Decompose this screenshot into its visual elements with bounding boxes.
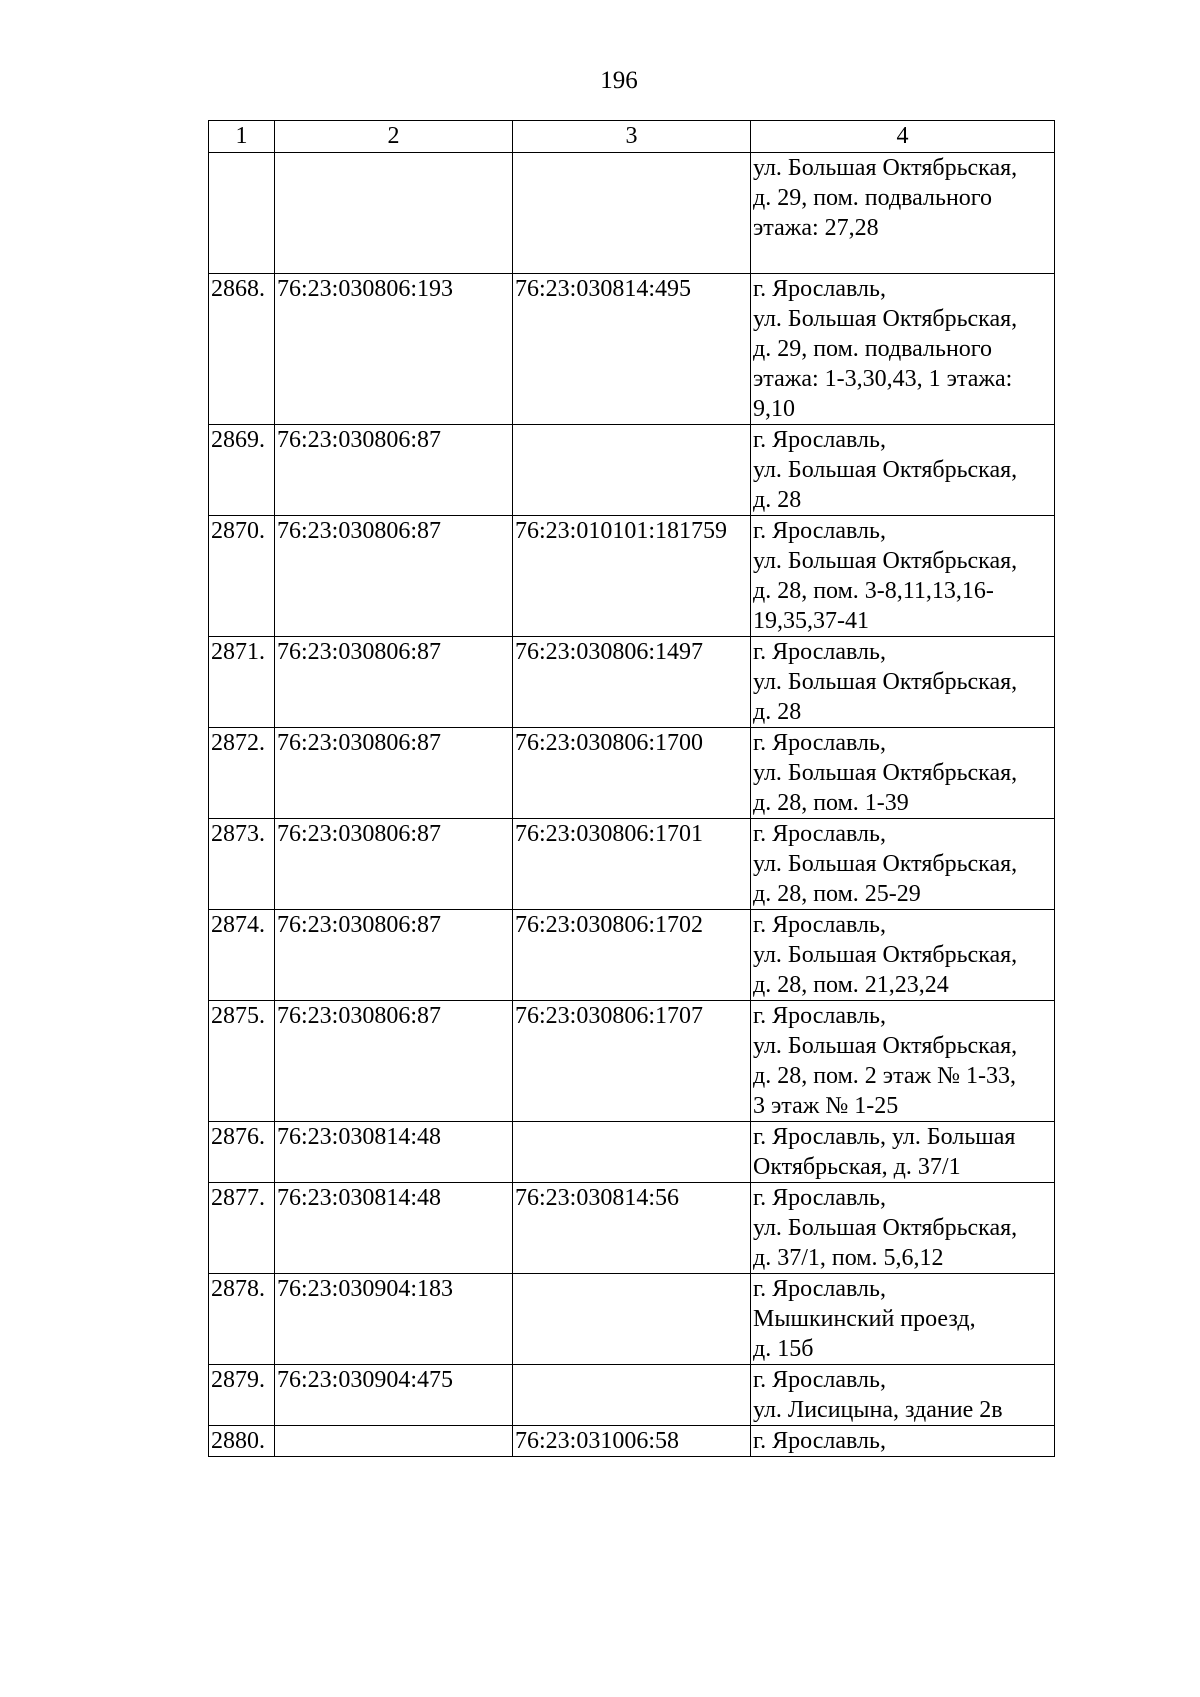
row-number: 2871. [209,637,275,728]
parcel-cadastral-number: 76:23:030814:48 [275,1122,513,1183]
row-number: 2873. [209,819,275,910]
address: г. Ярославль, ул. Большая Октябрьская, д. 29, пом. подвального этажа: 1-3,30,43, 1 этажа: 9,10 [751,274,1055,425]
object-cadastral-number: 76:23:030806:1700 [513,728,751,819]
object-cadastral-number: 76:23:030806:1701 [513,819,751,910]
parcel-cadastral-number: 76:23:030806:87 [275,637,513,728]
row-number: 2880. [209,1426,275,1457]
object-cadastral-number: 76:23:030814:495 [513,274,751,425]
address: ул. Большая Октябрьская, д. 29, пом. подвального этажа: 27,28 [751,153,1055,274]
address: г. Ярославль, ул. Большая Октябрьская, д. 28, пом. 25-29 [751,819,1055,910]
table-row [209,1183,1055,1274]
row-number: 2870. [209,516,275,637]
parcel-cadastral-number: 76:23:030806:87 [275,910,513,1001]
parcel-cadastral-number: 76:23:030904:475 [275,1365,513,1426]
address: г. Ярославль, ул. Большая Октябрьская, д. 37/1 [751,1122,1055,1183]
parcel-cadastral-number: 76:23:030806:87 [275,1001,513,1122]
table-row [209,274,1055,425]
parcel-cadastral-number: 76:23:030806:87 [275,516,513,637]
address: г. Ярославль, ул. Большая Октябрьская, д. 37/1, пом. 5,6,12 [751,1183,1055,1274]
table-row [209,1122,1055,1183]
object-cadastral-number [513,1365,751,1426]
parcel-cadastral-number: 76:23:030904:183 [275,1274,513,1365]
table-row [209,1365,1055,1426]
address: г. Ярославль, ул. Большая Октябрьская, д. 28, пом. 3-8,11,13,16- 19,35,37-41 [751,516,1055,637]
object-cadastral-number [513,153,751,274]
object-cadastral-number [513,1122,751,1183]
row-number: 2879. [209,1365,275,1426]
table-row [209,637,1055,728]
column-header-3: 3 [513,121,751,153]
object-cadastral-number [513,425,751,516]
table-row [209,516,1055,637]
address: г. Ярославль, ул. Большая Октябрьская, д. 28, пом. 21,23,24 [751,910,1055,1001]
table-row [209,1274,1055,1365]
address: г. Ярославль, ул. Большая Октябрьская, д. 28, пом. 2 этаж № 1-33, 3 этаж № 1-25 [751,1001,1055,1122]
parcel-cadastral-number: 76:23:030806:87 [275,819,513,910]
parcel-cadastral-number: 76:23:030806:87 [275,425,513,516]
row-number: 2868. [209,274,275,425]
table-row [209,1001,1055,1122]
table-row [209,153,1055,274]
parcel-cadastral-number [275,1426,513,1457]
table-header-row [209,121,1055,153]
parcel-cadastral-number: 76:23:030806:87 [275,728,513,819]
address: г. Ярославль, ул. Лисицына, здание 2в [751,1365,1055,1426]
table-row [209,910,1055,1001]
object-cadastral-number: 76:23:010101:181759 [513,516,751,637]
address: г. Ярославль, ул. Большая Октябрьская, д. 28, пом. 1-39 [751,728,1055,819]
row-number: 2876. [209,1122,275,1183]
object-cadastral-number: 76:23:031006:58 [513,1426,751,1457]
row-number: 2872. [209,728,275,819]
row-number [209,153,275,274]
column-header-2: 2 [275,121,513,153]
row-number: 2878. [209,1274,275,1365]
address: г. Ярославль, ул. Большая Октябрьская, д. 28 [751,425,1055,516]
register-table [208,120,1055,1457]
parcel-cadastral-number [275,153,513,274]
table-row [209,728,1055,819]
address: г. Ярославль, [751,1426,1055,1457]
object-cadastral-number [513,1274,751,1365]
object-cadastral-number: 76:23:030806:1707 [513,1001,751,1122]
table-row [209,1426,1055,1457]
object-cadastral-number: 76:23:030806:1702 [513,910,751,1001]
address: г. Ярославль, ул. Большая Октябрьская, д. 28 [751,637,1055,728]
parcel-cadastral-number: 76:23:030814:48 [275,1183,513,1274]
row-number: 2875. [209,1001,275,1122]
object-cadastral-number: 76:23:030814:56 [513,1183,751,1274]
row-number: 2869. [209,425,275,516]
object-cadastral-number: 76:23:030806:1497 [513,637,751,728]
address: г. Ярославль, Мышкинский проезд, д. 15б [751,1274,1055,1365]
table-row [209,819,1055,910]
page-number: 196 [600,67,638,94]
table-row [209,425,1055,516]
parcel-cadastral-number: 76:23:030806:193 [275,274,513,425]
column-header-4: 4 [751,121,1055,153]
row-number: 2874. [209,910,275,1001]
row-number: 2877. [209,1183,275,1274]
column-header-1: 1 [209,121,275,153]
